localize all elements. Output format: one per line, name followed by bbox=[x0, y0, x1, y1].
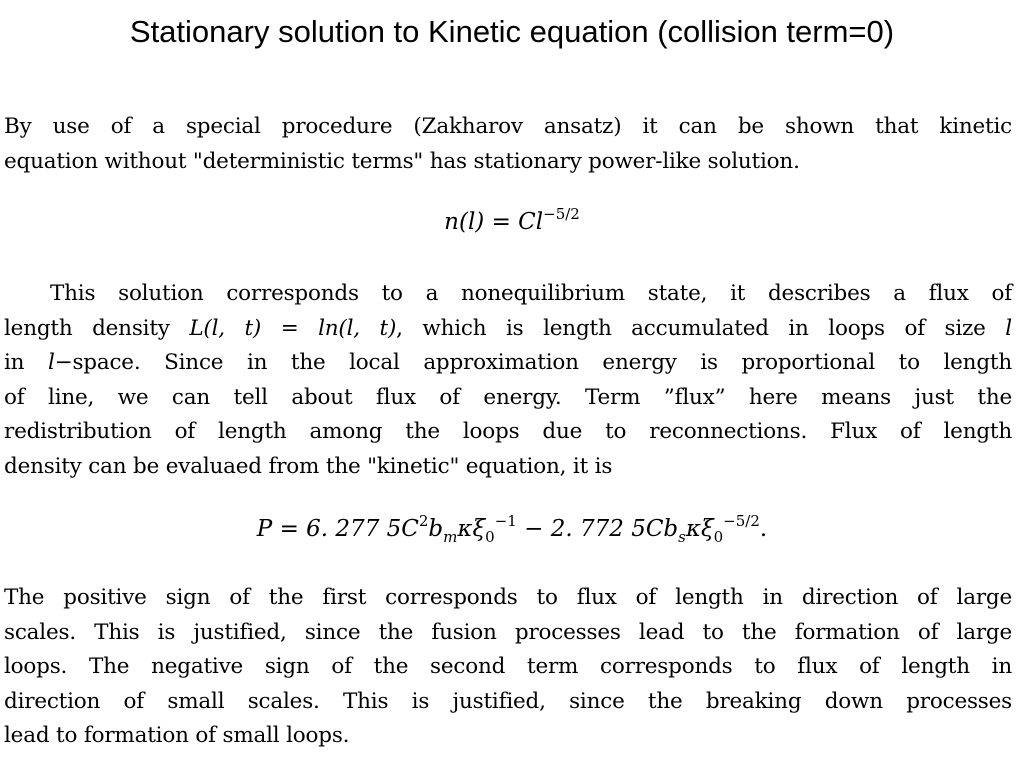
flux-line-3-text-a: in bbox=[4, 350, 48, 376]
flux-line-4: of line, we can tell about flux of energy. Term ”flux” here means just the bbox=[4, 384, 1012, 410]
eq2-part1: P = 6. 277 5C bbox=[256, 516, 419, 542]
eq2-sub4: 0 bbox=[713, 528, 724, 546]
eq2-tail: . bbox=[759, 516, 768, 542]
equation-flux bbox=[0, 512, 1024, 546]
flux-paragraph bbox=[4, 277, 1012, 485]
sign-line-1: The positive sign of the first corresponds to flux of length in direction of large bbox=[4, 585, 1012, 610]
sign-paragraph bbox=[4, 581, 1012, 754]
loop-size-variable: l bbox=[1005, 315, 1012, 341]
flux-line-2-text-a: length density bbox=[4, 315, 190, 341]
eq2-sub3: s bbox=[678, 528, 686, 546]
flux-line-3 bbox=[4, 346, 1012, 381]
l-space-variable: l bbox=[47, 350, 55, 376]
flux-line-1: This solution corresponds to a nonequilibrium state, it describes a flux of bbox=[50, 281, 1012, 306]
sign-line-4: direction of small scales. This is justified, since the breaking down processes bbox=[4, 688, 1012, 714]
eq2-part5: κξ bbox=[685, 516, 714, 542]
eq2-part4: − 2. 772 5Cb bbox=[516, 516, 679, 542]
eq2-sub2: 0 bbox=[485, 528, 495, 546]
eq2-sup1: 2 bbox=[418, 512, 429, 530]
eq2-sub1: m bbox=[443, 528, 458, 546]
sign-line-3: loops. The negative sign of the second term corresponds to flux of length in bbox=[4, 654, 1012, 680]
slide-title: Stationary solution to Kinetic equation (collision term=0) bbox=[129, 14, 895, 49]
eq2-sup2: −1 bbox=[494, 512, 517, 530]
intro-line-1: By use of a special procedure (Zakharov ansatz) it can be shown that kinetic bbox=[4, 114, 1012, 139]
flux-line-6: density can be evaluaed from the "kinetic" equation, it is bbox=[4, 453, 613, 479]
flux-line-3-text-b: −space. Since in the local approximation energy is proportional to length bbox=[54, 350, 1012, 376]
sign-line-5: lead to formation of small loops. bbox=[4, 723, 350, 749]
eq2-part2: b bbox=[428, 516, 444, 542]
sign-line-2: scales. This is justified, since the fusion processes lead to the formation of large bbox=[4, 619, 1012, 645]
eq2-sup3: −5/2 bbox=[723, 512, 760, 530]
equation-power-law bbox=[0, 205, 1024, 235]
intro-line-2: equation without "deterministic terms" has stationary power-like solution. bbox=[4, 148, 800, 174]
equation-power-law-lhs: n(l) = Cl bbox=[444, 209, 544, 235]
flux-line-5: redistribution of length among the loops due to reconnections. Flux of length bbox=[4, 419, 1012, 445]
flux-line-2-text-b: , which is length accumulated in loops of size bbox=[396, 315, 1006, 341]
flux-line-2 bbox=[4, 312, 1012, 347]
equation-power-law-exponent: −5/2 bbox=[543, 205, 580, 223]
length-density-formula: L(l, t) = ln(l, t) bbox=[189, 315, 397, 341]
intro-paragraph bbox=[4, 110, 1012, 179]
eq2-part3: κξ bbox=[457, 516, 486, 542]
